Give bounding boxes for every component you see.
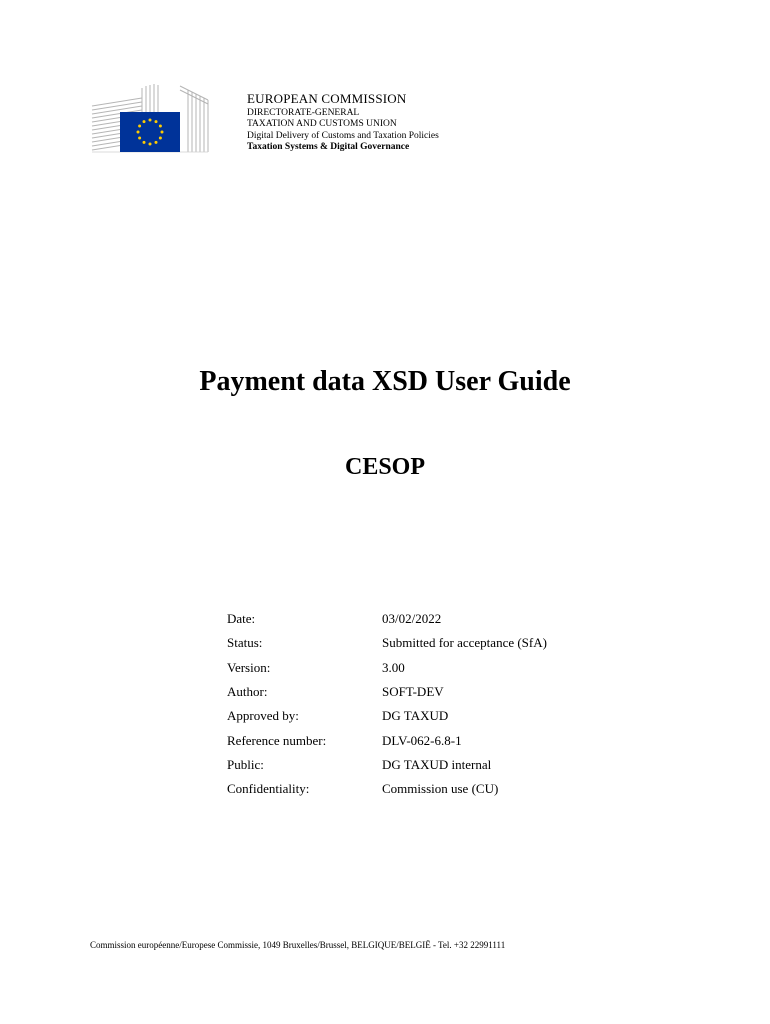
metadata-label: Confidentiality: (227, 781, 310, 797)
eu-star-icon (143, 120, 146, 123)
metadata-row-status (227, 631, 602, 655)
eu-star-icon (149, 119, 152, 122)
metadata-label: Version: (227, 659, 271, 675)
document-title: Payment data XSD User Guide (199, 366, 571, 397)
eu-flag-icon (120, 112, 180, 152)
eu-star-icon (161, 131, 164, 134)
metadata-value: DG TAXUD (382, 708, 449, 724)
metadata-row-public (227, 753, 602, 777)
header-line-directorate: DIRECTORATE-GENERAL (247, 107, 360, 118)
metadata-value: Commission use (CU) (382, 781, 499, 797)
metadata-value: DLV-062-6.8-1 (382, 732, 462, 748)
metadata-row-reference (227, 728, 602, 752)
eu-star-icon (137, 131, 140, 134)
eu-star-icon (149, 143, 152, 146)
header-line-union: TAXATION AND CUSTOMS UNION (247, 119, 397, 130)
metadata-value: DG TAXUD internal (382, 756, 492, 772)
metadata-value: Submitted for acceptance (SfA) (382, 635, 547, 651)
eu-star-icon (155, 120, 158, 123)
metadata-row-version (227, 656, 602, 680)
metadata-row-author (227, 680, 602, 704)
eu-star-icon (138, 125, 141, 128)
metadata-row-confidentiality (227, 777, 602, 801)
metadata-label: Reference number: (227, 732, 327, 748)
metadata-value: SOFT-DEV (382, 684, 444, 700)
metadata-label: Public: (227, 756, 264, 772)
eu-star-icon (159, 137, 162, 140)
header-block (247, 92, 439, 154)
header-line-governance: Taxation Systems & Digital Governance (247, 142, 410, 153)
organization-name: EUROPEAN COMMISSION (247, 91, 407, 106)
eu-star-icon (159, 125, 162, 128)
document-subtitle: CESOP (344, 454, 425, 480)
metadata-table (227, 607, 602, 801)
metadata-label: Approved by: (227, 708, 299, 724)
metadata-label: Status: (227, 635, 263, 651)
eu-star-icon (155, 141, 158, 144)
metadata-label: Date: (227, 611, 256, 627)
metadata-label: Author: (227, 684, 268, 700)
eu-star-icon (143, 141, 146, 144)
metadata-value: 03/02/2022 (382, 611, 442, 627)
european-commission-logo (90, 84, 210, 156)
header-line-delivery: Digital Delivery of Customs and Taxation Policies (247, 130, 439, 141)
eu-star-icon (138, 137, 141, 140)
footer-address: Commission européenne/Europese Commissie, 1049 Bruxelles/Brussel, BELGIQUE/BELGIË - Tel. +32 22991111 (90, 940, 506, 950)
metadata-row-approved-by (227, 704, 602, 728)
metadata-value: 3.00 (382, 659, 405, 675)
metadata-row-date (227, 607, 602, 631)
ec-logo-graphic (90, 84, 210, 156)
